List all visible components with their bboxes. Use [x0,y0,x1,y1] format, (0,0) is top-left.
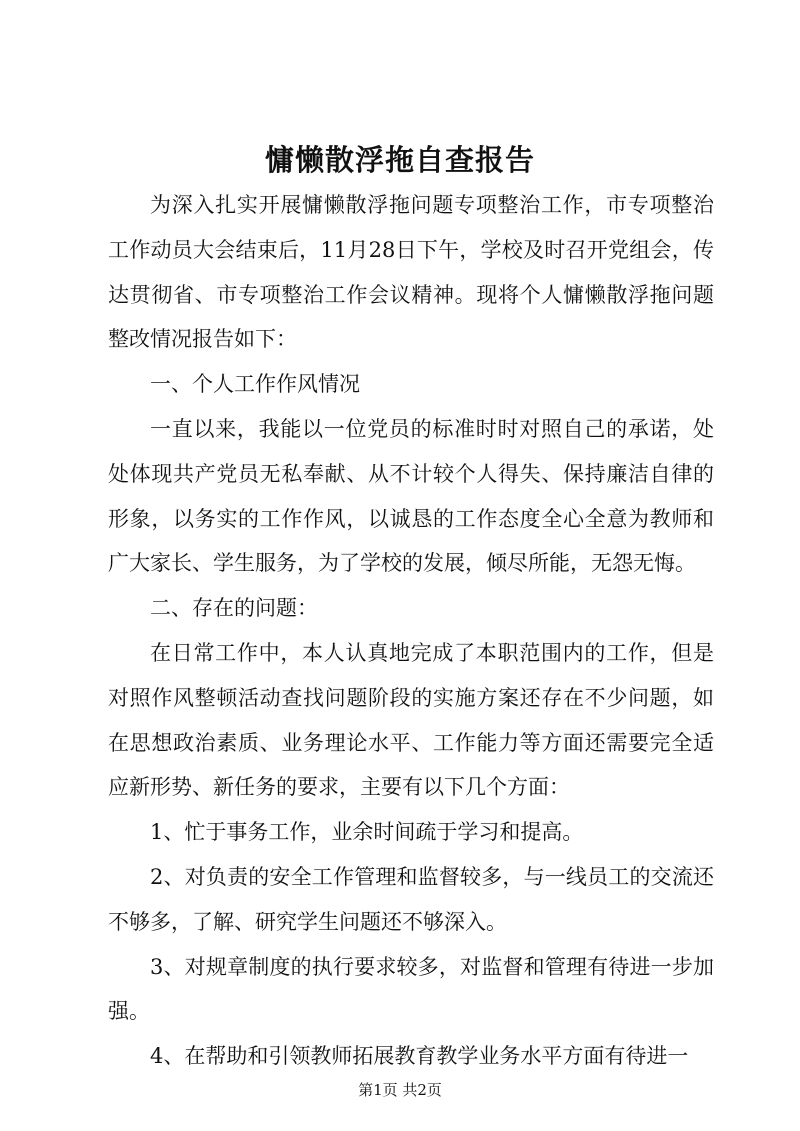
document-title: 慵懒散浮拖自查报告 [264,143,535,177]
problem-item-3: 3、对规章制度的执行要求较多，对监督和管理有待进一步加强。 [108,954,714,1024]
document-body [108,183,714,1079]
problem-item-4: 4、在帮助和引领教师拓展教育教学业务水平方面有待进一 [150,1044,689,1069]
problem-item-2: 2、对负责的安全工作管理和监督较多，与一线员工的交流还不够多，了解、研究学生问题还不够深入。 [108,864,714,934]
intro-paragraph: 为深入扎实开展慵懒散浮拖问题专项整治工作，市专项整治工作动员大会结束后，11月28日下午，学校及时召开党组会，传达贯彻省、市专项整治工作会议精神。现将个人慵懒散浮拖问题整改情况报告如下： [108,193,714,352]
work-style-paragraph: 一直以来，我能以一位党员的标准时时对照自己的承诺，处处体现共产党员无私奉献、从不计较个人得失、保持廉洁自律的形象，以务实的工作作风，以诚恳的工作态度全心全意为教师和广大家长、学生服务，为了学校的发展，倾尽所能，无怨无悔。 [108,416,714,576]
problem-item-1: 1、忙于事务工作，业余时间疏于学习和提高。 [150,820,584,845]
page-footer: 第1页 共2页 [358,1081,442,1099]
section-heading-problems: 二、存在的问题： [150,596,318,621]
problems-paragraph: 在日常工作中，本人认真地完成了本职范围内的工作，但是对照作风整顿活动查找问题阶段的实施方案还存在不少问题，如在思想政治素质、业务理论水平、工作能力等方面还需要完全适应新形势、新任务的要求，主要有以下几个方面： [108,640,714,800]
section-heading-work-style: 一、个人工作作风情况 [150,372,360,397]
